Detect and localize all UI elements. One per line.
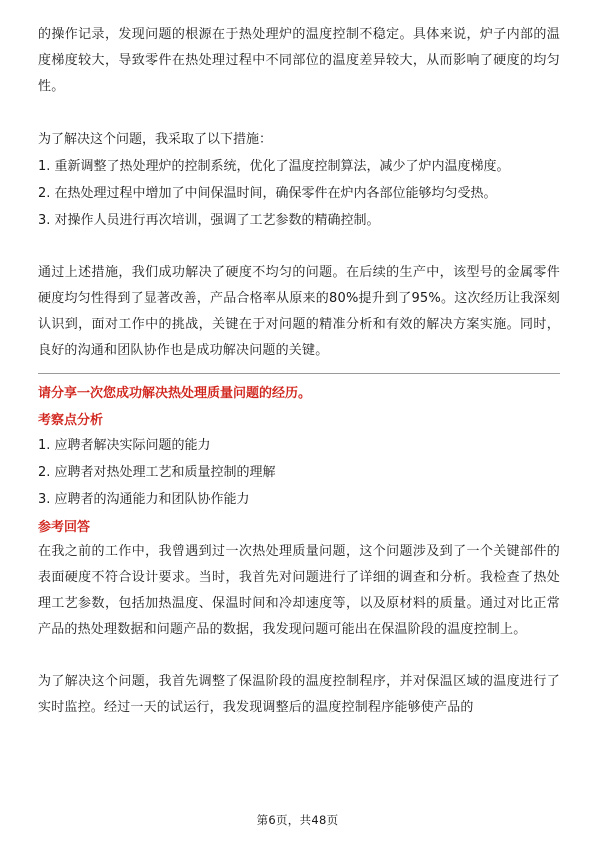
spacer — [38, 234, 560, 260]
section-divider — [38, 373, 560, 374]
measure-item: 1. 重新调整了热处理炉的控制系统，优化了温度控制算法，减少了炉内温度梯度。 — [38, 159, 510, 174]
spacer — [38, 100, 560, 126]
answer-paragraph: 在我之前的工作中，我曾遇到过一次热处理质量问题，这个问题涉及到了一个关键部件的表面硬度不符合设计要求。当时，我首先对问题进行了详细的调查和分析。我检查了热处理工艺参数，包括加热温度、保温时间和冷却速度等，以及原材料的质量。通过对比正常产品的热处理数据和问题产品的数据，我发现问题可能出在保温阶段的温度控制上。 — [38, 544, 560, 637]
analysis-point: 2. 应聘者对热处理工艺和质量控制的理解 — [38, 465, 276, 480]
page-footer: 第6页，共48页 — [256, 813, 339, 827]
document-page — [38, 22, 560, 721]
answer-paragraph: 为了解决这个问题，我首先调整了保温阶段的温度控制程序，并对保温区域的温度进行了实时监控。经过一天的试运行，我发现调整后的温度控制程序能够使产品的 — [38, 674, 560, 715]
analysis-point: 3. 应聘者的沟通能力和团队协作能力 — [38, 492, 250, 507]
question-title: 请分享一次您成功解决热处理质量问题的经历。 — [38, 386, 312, 401]
measures-intro: 为了解决这个问题，我采取了以下措施： — [38, 132, 273, 147]
spacer — [38, 643, 560, 669]
analysis-heading: 考察点分析 — [38, 413, 104, 428]
measure-item: 3. 对操作人员进行再次培训，强调了工艺参数的精确控制。 — [38, 213, 380, 228]
measure-item: 2. 在热处理过程中增加了中间保温时间，确保零件在炉内各部位能够均匀受热。 — [38, 186, 497, 201]
result-paragraph: 通过上述措施，我们成功解决了硬度不均匀的问题。在后续的生产中，该型号的金属零件硬度均匀性得到了显著改善，产品合格率从原来的80%提升到了95%。这次经历让我深刻认识到，面对工作中的挑战，关键在于对问题的精准分析和有效的解决方案实施。同时，良好的沟通和团队协作也是成功解决问题的关键。 — [38, 265, 560, 358]
analysis-point: 1. 应聘者解决实际问题的能力 — [38, 438, 211, 453]
intro-paragraph: 的操作记录，发现问题的根源在于热处理炉的温度控制不稳定。具体来说，炉子内部的温度梯度较大，导致零件在热处理过程中不同部位的温度差异较大，从而影响了硬度的均匀性。 — [38, 27, 560, 94]
answer-heading: 参考回答 — [38, 520, 91, 535]
